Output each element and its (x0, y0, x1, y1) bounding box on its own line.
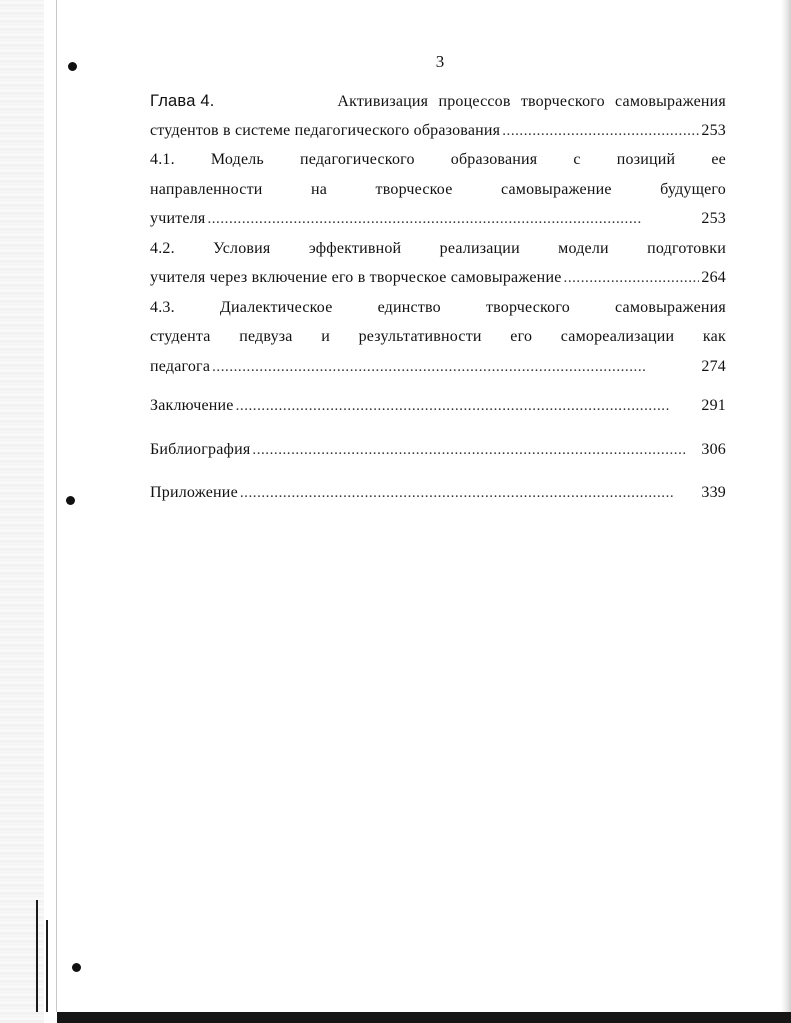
section-word: модели (558, 239, 609, 257)
section-word: творческое (375, 180, 453, 198)
dot-leader (502, 122, 699, 140)
binding-hole-mark (72, 963, 81, 972)
toc-entry-chapter4-line1 (150, 92, 726, 122)
chapter-title-line1: Активизация процессов творческого самовыражения (337, 93, 726, 110)
bibliography-label: Библиография (150, 440, 251, 458)
page-ref: 253 (701, 121, 726, 139)
section-word: педвуза (239, 328, 293, 345)
dot-leader (252, 441, 699, 459)
section-word: Модель (210, 151, 264, 168)
dot-leader (236, 397, 700, 415)
dot-leader (240, 484, 700, 502)
toc-entry-chapter4-line2 (150, 122, 726, 152)
section-word: 4.3. (150, 298, 175, 316)
binding-hole-mark (66, 496, 75, 505)
toc-entry-conclusion (150, 397, 726, 427)
page-ref: 306 (701, 440, 726, 458)
section-word: студента (150, 328, 211, 345)
section-word: реализации (439, 239, 520, 257)
table-of-contents (150, 92, 726, 514)
page-ref: 264 (701, 269, 726, 286)
section-word: эффективной (308, 239, 402, 257)
chapter-title-line2: студентов в системе педагогического образования (150, 121, 501, 139)
toc-entry-4-3-line1 (150, 299, 726, 329)
section-word: позиций (616, 151, 676, 168)
toc-entry-4-3-line3 (150, 358, 726, 388)
toc-entry-4-2-line2 (150, 269, 726, 299)
section-title-end: педагога (150, 357, 211, 375)
scan-left-margin (0, 0, 44, 1023)
scan-artifact-line (36, 900, 38, 1012)
section-word: творческого (485, 298, 570, 316)
section-word: самореализации (560, 328, 675, 345)
toc-entry-4-2-line1 (150, 240, 726, 270)
scan-artifact-line (56, 0, 57, 1012)
page-ref: 291 (701, 397, 726, 414)
page-ref: 253 (701, 210, 726, 227)
section-word: 4.2. (150, 239, 175, 257)
section-word: с (573, 151, 581, 168)
toc-entry-4-1-line2 (150, 181, 726, 211)
section-word: самовыражение (500, 180, 612, 198)
toc-entry-appendix (150, 484, 726, 514)
binding-hole-mark (68, 62, 77, 71)
section-word: ее (711, 151, 726, 168)
section-word: 4.1. (150, 151, 175, 168)
scan-bottom-border (57, 1012, 791, 1023)
conclusion-label: Заключение (150, 397, 234, 414)
appendix-label: Приложение (150, 484, 238, 501)
section-title-end: учителя через включение его в творческое самовыражение (150, 269, 562, 286)
page-ref: 339 (701, 484, 726, 501)
chapter-label: Глава 4. (150, 92, 215, 110)
scan-artifact-line (46, 920, 48, 1012)
page-ref: 274 (701, 357, 726, 375)
section-word: подготовки (647, 239, 726, 257)
section-word: и (321, 328, 330, 345)
page-number: 3 (435, 52, 445, 71)
section-word: его (510, 328, 533, 345)
section-word: педагогического (299, 151, 415, 168)
toc-entry-4-1-line3 (150, 210, 726, 240)
section-title-end: учителя (150, 210, 206, 227)
section-word: единство (377, 298, 441, 316)
section-word: Диалектическое (219, 298, 333, 316)
section-word: направленности (150, 180, 263, 198)
section-word: результативности (358, 328, 482, 345)
section-word: как (702, 328, 726, 345)
toc-entry-bibliography (150, 441, 726, 471)
section-word: самовыражения (615, 298, 726, 316)
section-word: образования (450, 151, 538, 168)
dot-leader (207, 210, 699, 228)
section-word: на (311, 180, 328, 198)
scan-right-edge (781, 0, 791, 1023)
section-word: Условия (213, 239, 271, 257)
dot-leader (212, 358, 699, 376)
toc-entry-4-3-line2 (150, 328, 726, 358)
dot-leader (564, 269, 700, 287)
section-word: будущего (660, 180, 726, 198)
toc-entry-4-1-line1 (150, 151, 726, 181)
